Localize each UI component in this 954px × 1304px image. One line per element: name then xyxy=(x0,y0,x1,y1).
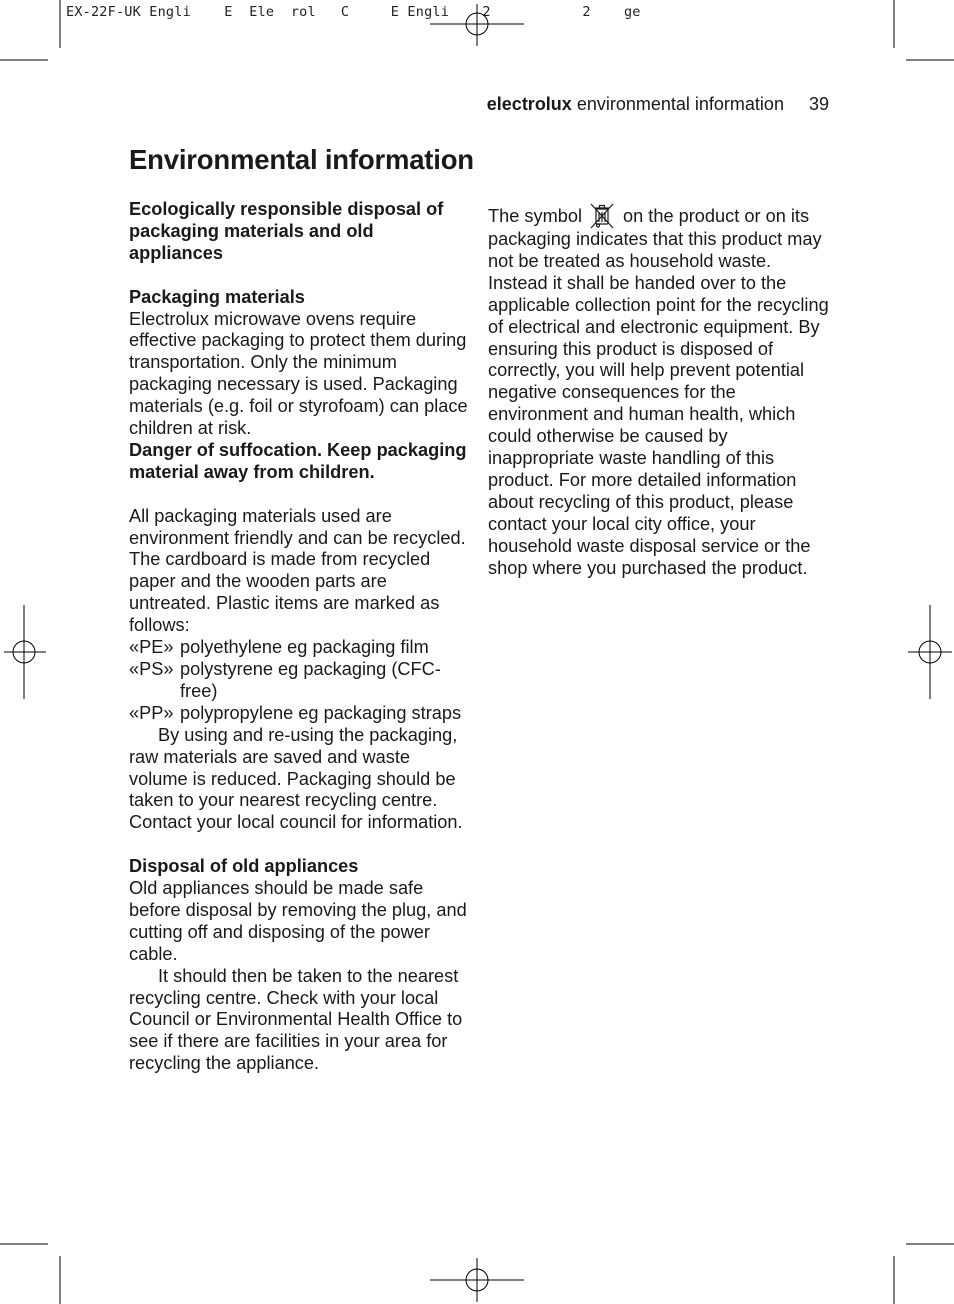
weee-paragraph xyxy=(488,203,833,580)
material-code: «PE» xyxy=(129,637,174,658)
material-desc: polypropylene eg packaging straps xyxy=(180,702,462,723)
page-title: Environmental information xyxy=(129,144,474,175)
brand-name: electrolux xyxy=(486,94,572,114)
materials-list xyxy=(129,637,469,725)
running-header xyxy=(487,94,829,115)
reuse-paragraph: By using and re-using the packaging, raw materials are saved and waste volume is reduced. Packaging should be taken to your nearest recycling centre. Contact your local council for information. xyxy=(129,724,463,833)
section-heading: Ecologically responsible disposal of packaging materials and old appliances xyxy=(129,199,444,263)
left-column xyxy=(129,199,469,1075)
print-slug: EX-22F-UK Engli E Ele rol C E Engli 2 2 ge xyxy=(66,4,641,20)
packaging-body: Electrolux microwave ovens require effective packaging to protect them during transportation. Only the minimum packaging necessary is used. Packaging materials (e.g. foil or styrofoam) can place children at risk. xyxy=(129,308,468,439)
section-name: environmental information xyxy=(576,94,784,114)
crossed-out-wheelie-bin-icon xyxy=(587,203,617,229)
material-desc: polystyrene eg packaging (CFC-free) xyxy=(180,659,441,701)
material-code: «PS» xyxy=(129,659,174,679)
disposal-body: Old appliances should be made safe before disposal by removing the plug, and cutting off and disposing of the power cable. xyxy=(129,878,467,964)
right-column xyxy=(488,203,833,580)
page-number: 39 xyxy=(808,94,829,114)
material-desc: polyethylene eg packaging film xyxy=(180,637,429,658)
disposal-body-2: It should then be taken to the nearest recycling centre. Check with your local Council or Environmental Health Office to see if there are facilities in your area for recycling the appliance. xyxy=(129,965,463,1074)
disposal-subheading: Disposal of old appliances xyxy=(129,856,359,877)
symbol-prefix: The symbol xyxy=(488,206,583,226)
packaging-subheading: Packaging materials xyxy=(129,286,305,307)
suffocation-warning: Danger of suffocation. Keep packaging material away from children. xyxy=(129,439,467,482)
weee-text: on the product or on its packaging indicates that this product may not be treated as household waste. Instead it shall be handed over to the applicable collection point for the recycling of electrical and electronic equipment. By ensuring this product is disposed of correctly, you will help prevent potential negative consequences for the environment and human health, which could otherwise be caused by inappropriate waste handling of this product. For more detailed information about recycling of this product, please contact your local city office, your household waste disposal service or the shop where you purchased the product. xyxy=(488,206,829,578)
material-code: «PP» xyxy=(129,702,174,723)
materials-intro: All packaging materials used are environment friendly and can be recycled. The cardboard is made from recycled paper and the wooden parts are untreated. Plastic items are marked as follows: xyxy=(129,505,466,636)
